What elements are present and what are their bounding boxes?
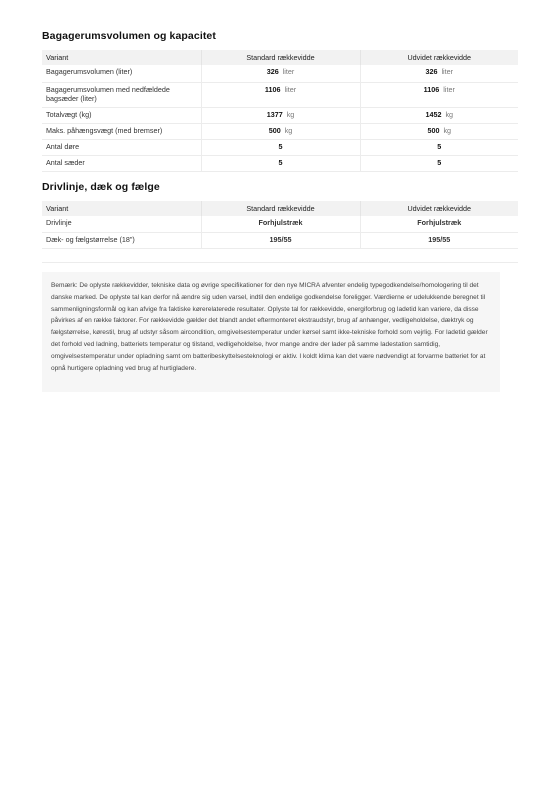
table-header-row	[42, 50, 518, 65]
extended-value: 1452 kg	[360, 107, 518, 123]
standard-value: 5	[201, 155, 360, 171]
extended-value: Forhjulstræk	[360, 216, 518, 232]
row-label: Bagagerumsvolumen (liter)	[42, 65, 201, 82]
extended-value: 500 kg	[360, 123, 518, 139]
standard-value: 1106 liter	[201, 82, 360, 107]
table-row	[42, 65, 518, 82]
table-row	[42, 155, 518, 171]
standard-value: 195/55	[201, 232, 360, 248]
standard-value: 5	[201, 139, 360, 155]
extended-value: 326 liter	[360, 65, 518, 82]
extended-value: 5	[360, 139, 518, 155]
row-label: Antal døre	[42, 139, 201, 155]
divider	[42, 262, 518, 263]
row-label: Maks. påhængsvægt (med bremser)	[42, 123, 201, 139]
table-row	[42, 82, 518, 107]
header-variant: Variant	[42, 50, 201, 65]
section-title-capacity: Bagagerumsvolumen og kapacitet	[42, 30, 216, 42]
row-label: Antal sæder	[42, 155, 201, 171]
header-standard-range: Standard rækkevidde	[201, 201, 360, 216]
standard-value: 326 liter	[201, 65, 360, 82]
extended-value: 5	[360, 155, 518, 171]
table-row	[42, 216, 518, 232]
header-standard-range: Standard rækkevidde	[201, 50, 360, 65]
standard-value: Forhjulstræk	[201, 216, 360, 232]
capacity-table	[42, 50, 518, 172]
section-title-drivetrain: Drivlinje, dæk og fælge	[42, 181, 160, 193]
disclaimer-note	[42, 272, 500, 392]
table-header-row	[42, 201, 518, 216]
table-row	[42, 139, 518, 155]
header-extended-range: Udvidet rækkevidde	[360, 201, 518, 216]
drivetrain-table	[42, 201, 518, 249]
table-row	[42, 123, 518, 139]
standard-value: 500 kg	[201, 123, 360, 139]
disclaimer-text: Bemærk: De oplyste rækkevidder, tekniske data og øvrige specifikationer for den nye MICRA afventer endelig typegodkendelse/homologering til det danske marked. De oplyste tal kan derfor nå ændre sig uden varsel, indtil den endelige godkendelse foreligger. Værdierne er udelukkende beregnet til sammenligningsformål og kan afvige fra faktiske kørerelaterede resultater. Oplyste tal for rækkevidde, energiforbrug og ladetid kan variere, da disse påvirkes af en række faktorer. For rækkevidde gælder det blandt andet eftermonteret ekstraudstyr, brug af anhænger, vedligeholdelse, dæktryk og fælgstørrelse, kørestil, brug af udstyr såsom aircondition, omgivelsestemperatur under kørsel samt ikke-tekniske forhold som vejrlig. For ladetid gælder det forhold ved ladning, batteriets temperatur og tilstand, vedligeholdelse, hvor mange andre der lader på samme ladestation samtidig, omgivelsestemperatur under opladning samt om batteribeskyttelsesteknologi er aktiv. I koldt klima kan det være nødvendigt at forvarme batteriet for at opnå hurtigere opladning ved brug af hurtigladere.	[51, 282, 488, 372]
extended-value: 195/55	[360, 232, 518, 248]
row-label: Drivlinje	[42, 216, 201, 232]
header-variant: Variant	[42, 201, 201, 216]
row-label: Dæk- og fælgstørrelse (18")	[42, 232, 201, 248]
row-label: Bagagerumsvolumen med nedfældede bagsæder (liter)	[42, 82, 201, 107]
standard-value: 1377 kg	[201, 107, 360, 123]
extended-value: 1106 liter	[360, 82, 518, 107]
table-row	[42, 107, 518, 123]
row-label: Totalvægt (kg)	[42, 107, 201, 123]
header-extended-range: Udvidet rækkevidde	[360, 50, 518, 65]
table-row	[42, 232, 518, 248]
